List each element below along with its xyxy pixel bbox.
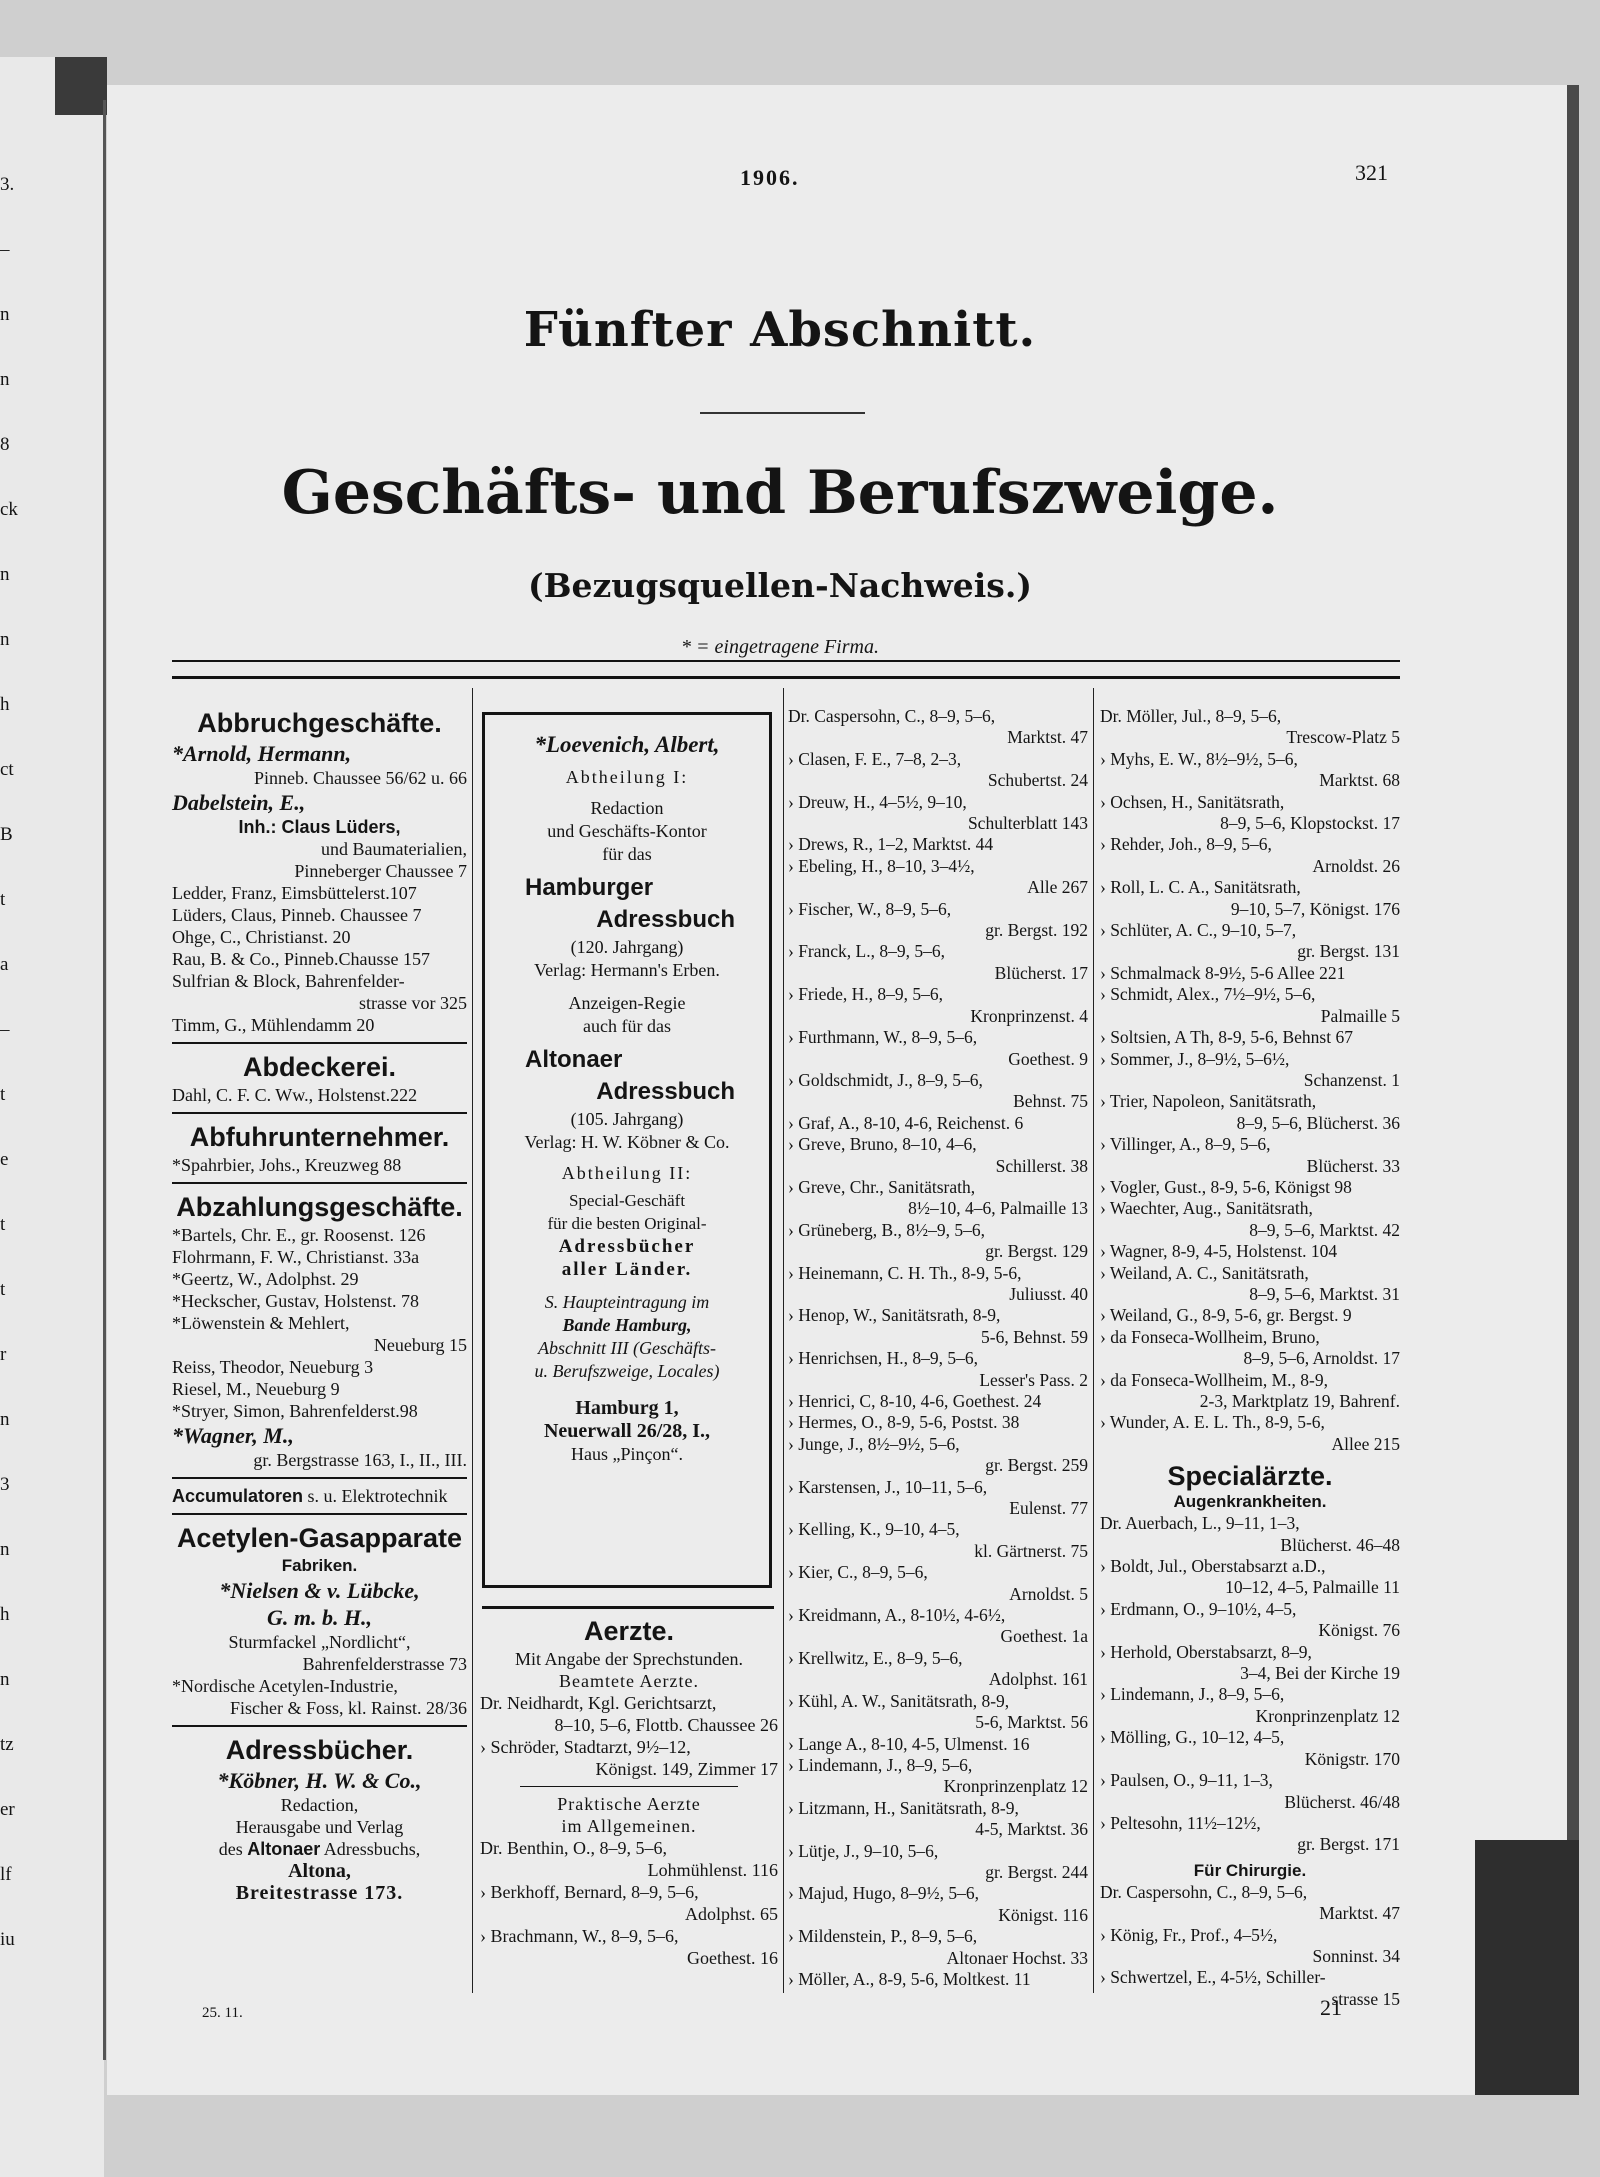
doctor-entry: › Erdmann, O., 9–10½, 4–5, (1100, 1598, 1297, 1619)
doctor-entry: › Boldt, Jul., Oberstabsarzt a.D., (1100, 1556, 1326, 1577)
column-rule-2 (783, 688, 784, 1993)
accumulatoren-ref: s. u. Elektrotechnik (303, 1486, 448, 1506)
heading-abdeckerei: Abdeckerei. (242, 1052, 397, 1082)
entry-line: Dr. Benthin, O., 8–9, 5–6, (480, 1838, 667, 1858)
subheading-augen: Augenkrankheiten. (1173, 1492, 1327, 1512)
entry-line: Praktische Aerzte (557, 1794, 701, 1814)
entry-line: Riesel, M., Neueburg 9 (172, 1379, 340, 1399)
doctor-entry: › Fischer, W., 8–9, 5–6, (788, 898, 952, 919)
ad-address: Hamburg 1, (575, 1397, 679, 1419)
doctor-entry: › Soltsien, A Th, 8-9, 5-6, Behnst 67 (1100, 1027, 1353, 1048)
doctor-entry: › Schmalmack 8-9½, 5-6 Allee 221 (1100, 962, 1346, 983)
entry-line: Goethest. 16 (687, 1948, 778, 1968)
doctor-entry-cont: 8–9, 5–6, Blücherst. 36 (1236, 1112, 1400, 1133)
firm-wagner: *Wagner, M., (172, 1423, 294, 1448)
entry-line: Pinneb. Chaussee 56/62 u. 66 (254, 768, 467, 788)
doctor-entry: › Herhold, Oberstabsarzt, 8–9, (1100, 1641, 1312, 1662)
page-year: 1906. (740, 165, 800, 190)
doctor-entry: › Kier, C., 8–9, 5–6, (788, 1562, 928, 1583)
doctor-entry-cont: 4-5, Marktst. 36 (975, 1819, 1088, 1840)
entry-line: gr. Bergstrasse 163, I., II., III. (253, 1450, 467, 1470)
section-rule (172, 1725, 467, 1727)
doctor-entry-cont: Behnst. 75 (1013, 1091, 1088, 1112)
doctor-entry: › Ochsen, H., Sanitätsrath, (1100, 791, 1285, 812)
augen-list (1100, 1513, 1400, 1856)
footer-signature: 25. 11. (202, 2005, 243, 2021)
doctor-entry: › Lindemann, J., 8–9, 5–6, (1100, 1684, 1285, 1705)
ad-dept-2: Abtheilung II: (561, 1163, 693, 1183)
doctor-entry-cont: Schillerst. 38 (995, 1155, 1088, 1176)
doctor-entry-cont: gr. Bergst. 244 (985, 1861, 1088, 1882)
doctor-entry: › Ebeling, H., 8–10, 3–4½, (788, 855, 975, 876)
doctor-entry-cont: Kronprinzenplatz 12 (1255, 1705, 1400, 1726)
entry-line: Dahl, C. F. C. Ww., Holstenst.222 (172, 1085, 418, 1105)
ad-line: Verlag: H. W. Köbner & Co. (524, 1132, 730, 1152)
doctor-entry: › Trier, Napoleon, Sanitätsrath, (1100, 1091, 1317, 1112)
doctor-entry: › Wagner, 8-9, 4-5, Holstenst. 104 (1100, 1241, 1338, 1262)
left-page-fragment: ck (0, 499, 18, 520)
doctor-entry-cont: Königstr. 170 (1304, 1748, 1400, 1769)
column-1 (172, 706, 467, 1904)
entry-line: 8–10, 5–6, Flottb. Chaussee 26 (554, 1715, 778, 1735)
doctor-entry: › Kreidmann, A., 8-10½, 4-6½, (788, 1605, 1006, 1626)
entry-line: Lohmühlenst. 116 (647, 1860, 778, 1880)
section-title: Geschäfts- und Berufszweige. (281, 458, 1279, 528)
doctor-entry: › Heinemann, C. H. Th., 8-9, 5-6, (788, 1262, 1022, 1283)
doctor-entry-cont: strasse 15 (1331, 1988, 1400, 2009)
entry-line: Redaction, (280, 1795, 359, 1815)
doctor-entry: › Myhs, E. W., 8½–9½, 5–6, (1100, 748, 1298, 769)
ad-adressbuecher: Adressbücher (558, 1236, 696, 1257)
left-page-fragment: er (0, 1799, 15, 1820)
left-page-fragment: ct (0, 759, 14, 780)
doctor-entry: › Clasen, F. E., 7–8, 2–3, (788, 748, 962, 769)
heading-adressbuecher: Adressbücher. (225, 1735, 414, 1765)
section-rule (172, 1112, 467, 1114)
left-page-fragment: h (0, 1604, 10, 1625)
doctor-entry: › Litzmann, H., Sanitätsrath, 8-9, (788, 1797, 1019, 1818)
ad-line: (105. Jahrgang) (570, 1109, 684, 1129)
doctor-entry-cont: 9–10, 5–7, Königst. 176 (1230, 898, 1400, 919)
doctor-entry-cont: 8–9, 5–6, Klopstockst. 17 (1220, 813, 1400, 834)
ad-line: Anzeigen-Regie (568, 993, 686, 1013)
left-page-fragment: h (0, 694, 10, 715)
doctor-entry: › Mildenstein, P., 8–9, 5–6, (788, 1926, 978, 1947)
header-rule-2 (172, 676, 1400, 679)
doctor-entry: › Schmidt, Alex., 7½–9½, 5–6, (1100, 984, 1316, 1005)
left-page-fragment: – (0, 239, 10, 260)
column-4 (1100, 706, 1400, 2010)
doctor-entry-cont: Kronprinzenst. 4 (970, 1005, 1088, 1026)
abzahlung-entries-2 (172, 1356, 467, 1422)
left-page-fragment: – (0, 1019, 10, 1040)
heading-abbruch: Abbruchgeschäfte. (197, 708, 442, 738)
ad-italic: Abschnitt III (Geschäfts- (538, 1338, 716, 1358)
left-page-fragment: r (0, 1344, 7, 1365)
left-page-fragment: tz (0, 1734, 14, 1755)
ad-hamburger: Hamburger (525, 874, 654, 901)
ad-address: Haus „Pinçon“. (571, 1444, 683, 1464)
doctor-entry: › Drews, R., 1–2, Marktst. 44 (788, 834, 994, 855)
column-2-aerzte (480, 1614, 778, 1969)
heading-aerzte: Aerzte. (583, 1616, 675, 1646)
entry-line: Herausgabe und Verlag (235, 1817, 404, 1837)
left-page-fragments (0, 0, 20, 2177)
doctor-entry-cont: Schanzenst. 1 (1303, 1069, 1400, 1090)
text-fragment: Adressbuchs, (320, 1839, 421, 1859)
entry-line: Altona, (288, 1860, 351, 1882)
doctor-entry: › Goldschmidt, J., 8–9, 5–6, (788, 1069, 983, 1090)
doctor-entry: Dr. Auerbach, L., 9–11, 1–3, (1100, 1513, 1300, 1534)
ad-adressbuch: Adressbuch (596, 906, 735, 933)
doctor-entry: › Weiland, A. C., Sanitätsrath, (1100, 1262, 1309, 1283)
doctor-entry-cont: Königst. 76 (1318, 1620, 1400, 1641)
firm-koebner: *Köbner, H. W. & Co., (217, 1768, 422, 1793)
section-fraktur-title: Fünfter Abschnitt. (523, 302, 1037, 358)
doctor-entry-cont: Blücherst. 17 (994, 962, 1088, 983)
doctor-entry: › Grüneberg, B., 8½–9, 5–6, (788, 1219, 986, 1240)
firm-nielsen-gmbh: G. m. b. H., (266, 1605, 373, 1630)
doctor-entry: › Waechter, Aug., Sanitätsrath, (1100, 1198, 1313, 1219)
doctor-entry-cont: Goethest. 9 (1008, 1048, 1088, 1069)
entry-line: *Spahrbier, Johs., Kreuzweg 88 (172, 1155, 402, 1175)
ad-line: für die besten Original- (547, 1214, 707, 1233)
doctor-entry-cont: 3–4, Bei der Kirche 19 (1240, 1663, 1400, 1684)
doctor-entry-cont: gr. Bergst. 131 (1297, 941, 1400, 962)
entry-line: Sulfrian & Block, Bahrenfelder- (172, 971, 405, 991)
doctor-entry-cont: 2-3, Marktplatz 19, Bahrenf. (1199, 1391, 1400, 1411)
entry-line: *Heckscher, Gustav, Holstenst. 78 (172, 1291, 420, 1311)
firm-arnold: *Arnold, Hermann, (172, 741, 352, 766)
heading-acetylen: Acetylen-Gasapparate (176, 1523, 463, 1553)
doctor-entry: › Sommer, J., 8–9½, 5–6½, (1100, 1048, 1290, 1069)
page-number: 321 (1355, 160, 1388, 185)
doctor-entry-cont: 8–9, 5–6, Marktst. 31 (1249, 1283, 1400, 1304)
doctor-entry-cont: Arnoldst. 5 (1009, 1583, 1088, 1604)
left-page-fragment: 3 (0, 1474, 10, 1495)
left-page-fragment: n (0, 629, 10, 650)
left-page-fragment: n (0, 304, 10, 325)
doctor-entry-cont: Alle 267 (1027, 877, 1088, 898)
aerzte-list-cont (1100, 706, 1400, 1455)
doctor-entry-cont: 8–9, 5–6, Marktst. 42 (1249, 1219, 1400, 1240)
entry-line: *Löwenstein & Mehlert, (172, 1313, 350, 1333)
doctor-entry-cont: Kronprinzenplatz 12 (943, 1776, 1088, 1797)
firm-dabelstein: Dabelstein, E., (172, 790, 306, 815)
entry-line: strasse vor 325 (359, 993, 467, 1013)
ad-line: auch für das (583, 1016, 671, 1036)
doctor-entry: › Junge, J., 8½–9½, 5–6, (788, 1433, 960, 1454)
entry-line: im Allgemeinen. (561, 1816, 697, 1836)
doctor-entry: › Lange A., 8-10, 4-5, Ulmenst. 16 (788, 1733, 1030, 1754)
column-rule-1 (472, 688, 473, 1993)
doctor-entry: › Mölling, G., 10–12, 4–5, (1100, 1727, 1285, 1748)
entry-line: Dr. Neidhardt, Kgl. Gerichtsarzt, (480, 1693, 717, 1713)
section-subtitle: (Bezugsquellen-Nachweis.) (528, 566, 1032, 605)
doctor-entry-cont: gr. Bergst. 192 (985, 920, 1088, 941)
entry-line: Lüders, Claus, Pinneb. Chaussee 7 (172, 905, 422, 925)
ad-line: Redaction (590, 798, 664, 818)
doctor-entry: › Greve, Bruno, 8–10, 4–6, (788, 1134, 977, 1155)
left-page-fragment: t (0, 1084, 6, 1105)
subheading-chirurgie: Für Chirurgie. (1193, 1860, 1307, 1880)
doctor-entry: › Henrichsen, H., 8–9, 5–6, (788, 1348, 979, 1369)
doctor-entry-cont: Sonninst. 34 (1312, 1945, 1400, 1966)
doctor-entry: › Villinger, A., 8–9, 5–6, (1100, 1134, 1271, 1155)
doctor-entry: › Greve, Chr., Sanitätsrath, (788, 1176, 976, 1197)
ad-aller-laender: aller Länder. (561, 1259, 693, 1280)
entry-line: *Stryer, Simon, Bahrenfelderst.98 (172, 1401, 418, 1421)
left-page-fragment: a (0, 954, 9, 975)
heading-abfuhr: Abfuhrunternehmer. (189, 1122, 450, 1152)
doctor-entry: › Kelling, K., 9–10, 4–5, (788, 1519, 960, 1540)
doctor-entry-cont: Altonaer Hochst. 33 (946, 1947, 1088, 1968)
ad-italic: u. Berufszweige, Locales) (534, 1361, 720, 1381)
left-page-fragment: B (0, 824, 13, 845)
entry-line: Reiss, Theodor, Neueburg 3 (172, 1357, 374, 1377)
firm-nielsen: *Nielsen & v. Lübcke, (219, 1578, 420, 1603)
gutter-line (103, 100, 106, 2060)
entry-line: Timm, G., Mühlendamm 20 (172, 1015, 375, 1035)
left-page-fragment: n (0, 369, 10, 390)
doctor-entry: › Henrici, C, 8-10, 4-6, Goethest. 24 (788, 1391, 1042, 1411)
ad-firm: *Loevenich, Albert, (534, 732, 720, 757)
doctor-entry: › Karstensen, J., 10–11, 5–6, (788, 1476, 988, 1497)
chirurgie-list (1100, 1882, 1400, 2010)
doctor-entry: › Majud, Hugo, 8–9½, 5–6, (788, 1883, 980, 1904)
entry-line: Rau, B. & Co., Pinneb.Chausse 157 (172, 949, 431, 969)
entry-line: Ohge, C., Christianst. 20 (172, 927, 351, 947)
ad-line: für das (602, 844, 652, 864)
title-rule (700, 412, 865, 414)
accumulatoren-label: Accumulatoren (172, 1486, 304, 1506)
binding-strip (55, 57, 107, 115)
left-page-fragment: lf (0, 1864, 12, 1885)
advertisement-loevenich (482, 712, 772, 1588)
left-page-fragment: t (0, 1279, 6, 1300)
doctor-entry: › Roll, L. C. A., Sanitätsrath, (1100, 877, 1301, 898)
entry-line: Beamtete Aerzte. (559, 1671, 699, 1691)
left-page-fragment: e (0, 1149, 9, 1170)
doctor-entry: › Lindemann, J., 8–9, 5–6, (788, 1754, 973, 1775)
entry-line: › Berkhoff, Bernard, 8–9, 5–6, (480, 1882, 699, 1902)
heading-specialaerzte: Specialärzte. (1167, 1461, 1333, 1492)
section-rule (520, 1786, 738, 1787)
entry-line: › Schröder, Stadtarzt, 9½–12, (480, 1737, 691, 1757)
doctor-entry-cont: kl. Gärtnerst. 75 (974, 1540, 1088, 1561)
doctor-entry-cont: Blücherst. 46/48 (1284, 1791, 1400, 1812)
left-page-fragment: iu (0, 1929, 15, 1950)
left-page-fragment: 8 (0, 434, 10, 455)
doctor-entry: › Wunder, A. E. L. Th., 8-9, 5-6, (1100, 1412, 1325, 1433)
doctor-entry: › Schwertzel, E., 4-5½, Schiller- (1100, 1967, 1326, 1988)
entry-line: *Nordische Acetylen-Industrie, (172, 1676, 398, 1696)
doctor-entry-cont: Goethest. 1a (1000, 1626, 1088, 1647)
entry-line: Neueburg 15 (373, 1335, 467, 1355)
entry-line: Ledder, Franz, Eimsbüttelerst.107 (172, 883, 417, 903)
doctor-entry-cont: gr. Bergst. 259 (985, 1455, 1088, 1476)
ad-dept-1: Abtheilung I: (565, 767, 689, 787)
doctor-entry: Dr. Caspersohn, C., 8–9, 5–6, (788, 706, 996, 726)
doctor-entry: › Kühl, A. W., Sanitätsrath, 8-9, (788, 1690, 1010, 1711)
doctor-entry-cont: Marktst. 68 (1319, 770, 1400, 791)
doctor-entry: › Paulsen, O., 9–11, 1–3, (1100, 1770, 1273, 1791)
section-rule (172, 1513, 467, 1515)
footer-sheet-number: 21 (1320, 1995, 1342, 2020)
doctor-entry: › da Fonseca-Wollheim, M., 8-9, (1100, 1369, 1328, 1390)
doctor-entry-cont: Schubertst. 24 (987, 770, 1088, 791)
left-page-fragment: 3. (0, 174, 15, 195)
entry-line: › Brachmann, W., 8–9, 5–6, (480, 1926, 679, 1946)
entry-line: *Bartels, Chr. E., gr. Roosenst. 126 (172, 1225, 426, 1245)
ad-line: Special-Geschäft (568, 1191, 686, 1210)
doctor-entry: › Franck, L., 8–9, 5–6, (788, 941, 945, 962)
ad-adressbuch-2: Adressbuch (596, 1078, 735, 1105)
doctor-entry-cont: 5-6, Marktst. 56 (975, 1712, 1088, 1733)
entry-line: Inh.: Claus Lüders, (238, 817, 401, 837)
left-page-fragment: t (0, 1214, 6, 1235)
doctor-entry: › Hermes, O., 8-9, 5-6, Postst. 38 (788, 1412, 1020, 1433)
doctor-entry-cont: Juliusst. 40 (1009, 1283, 1088, 1304)
doctor-entry-cont: gr. Bergst. 129 (985, 1241, 1088, 1262)
doctor-entry-cont: Arnoldst. 26 (1312, 855, 1400, 876)
ad-altonaer: Altonaer (525, 1046, 623, 1073)
left-page-fragment: n (0, 1669, 10, 1690)
abbruch-entries (172, 882, 467, 992)
ad-italic: Bande Hamburg, (562, 1315, 692, 1335)
column-3 (788, 706, 1088, 1990)
subheading-fabriken: Fabriken. (281, 1556, 358, 1575)
column-rule-3 (1093, 688, 1094, 1993)
doctor-entry-cont: Adolphst. 161 (988, 1669, 1088, 1690)
doctor-entry: › Schlüter, A. C., 9–10, 5–7, (1100, 920, 1297, 941)
entry-line: Flohrmann, F. W., Christianst. 33a (172, 1247, 420, 1267)
doctor-entry-cont: Allee 215 (1331, 1433, 1400, 1454)
doctor-entry: › Lütje, J., 9–10, 5–6, (788, 1840, 939, 1861)
ad-line: (120. Jahrgang) (570, 937, 684, 957)
doctor-entry-cont: Palmaille 5 (1320, 1005, 1400, 1026)
doctor-entry: › Rehder, Joh., 8–9, 5–6, (1100, 834, 1272, 855)
doctor-entry-cont: Eulenst. 77 (1009, 1498, 1088, 1519)
entry-line: Königst. 149, Zimmer 17 (595, 1759, 778, 1779)
doctor-entry: Dr. Caspersohn, C., 8–9, 5–6, (1100, 1881, 1308, 1902)
doctor-entry: › Henop, W., Sanitätsrath, 8-9, (788, 1305, 1001, 1326)
right-page-edge (1567, 85, 1579, 2095)
doctor-entry-cont: Marktst. 47 (1007, 727, 1088, 748)
doctor-entry-cont: Blücherst. 33 (1306, 1155, 1400, 1176)
ad-address: Neuerwall 26/28, I., (543, 1420, 711, 1442)
doctor-entry-cont: Königst. 116 (998, 1904, 1088, 1925)
left-page-fragment: n (0, 1539, 10, 1560)
text-fragment: Altonaer (247, 1839, 321, 1859)
ad-line: und Geschäfts-Kontor (547, 821, 707, 841)
heading-abzahlung: Abzahlungsgeschäfte. (176, 1192, 463, 1222)
firm-note: * = eingetragene Firma. (681, 636, 879, 658)
doctor-entry: › Krellwitz, E., 8–9, 5–6, (788, 1647, 963, 1668)
doctor-entry-cont: 5-6, Behnst. 59 (981, 1326, 1088, 1347)
doctor-entry: › Weiland, G., 8-9, 5-6, gr. Bergst. 9 (1100, 1305, 1352, 1326)
section-rule (172, 1042, 467, 1044)
doctor-entry: Dr. Möller, Jul., 8–9, 5–6, (1100, 706, 1282, 726)
abzahlung-entries (172, 1224, 467, 1334)
doctor-entry-cont: Schulterblatt 143 (967, 813, 1088, 834)
ad-italic: S. Haupteintragung im (544, 1292, 710, 1312)
doctor-entry: › Dreuw, H., 4–5½, 9–10, (788, 791, 967, 812)
doctor-entry-cont: Marktst. 47 (1319, 1903, 1400, 1924)
entry-line: Fischer & Foss, kl. Rainst. 28/36 (229, 1698, 467, 1718)
doctor-entry-cont: gr. Bergst. 171 (1297, 1834, 1400, 1855)
entry-line: Sturmfackel „Nordlicht“, (228, 1632, 411, 1652)
doctor-entry: › Graf, A., 8-10, 4-6, Reichenst. 6 (788, 1112, 1024, 1133)
doctor-entry: › Möller, A., 8-9, 5-6, Moltkest. 11 (788, 1968, 1031, 1989)
dark-corner (1475, 1840, 1579, 2095)
left-page-fragment: n (0, 564, 10, 585)
header-rule (172, 660, 1400, 662)
section-rule (172, 1182, 467, 1184)
entry-line: Mit Angabe der Sprechstunden. (515, 1649, 743, 1669)
entry-line: und Baumaterialien, (321, 839, 467, 859)
entry-line: *Geertz, W., Adolphst. 29 (172, 1269, 359, 1289)
doctor-entry-cont: Lesser's Pass. 2 (979, 1369, 1088, 1390)
aerzte-top-rule (482, 1606, 774, 1609)
doctor-entry: › Furthmann, W., 8–9, 5–6, (788, 1027, 978, 1048)
entry-line: Adolphst. 65 (684, 1904, 778, 1924)
doctor-entry: › Friede, H., 8–9, 5–6, (788, 984, 944, 1005)
doctor-entry-cont: 10–12, 4–5, Palmaille 11 (1225, 1577, 1400, 1598)
text-fragment: des (218, 1839, 248, 1859)
doctor-entry-cont: 8½–10, 4–6, Palmaille 13 (908, 1198, 1088, 1219)
doctor-entry-cont: Blücherst. 46–48 (1280, 1534, 1400, 1555)
section-rule (172, 1477, 467, 1479)
doctor-entry-cont: Trescow-Platz 5 (1286, 727, 1400, 748)
doctor-entry: › König, Fr., Prof., 4–5½, (1100, 1924, 1278, 1945)
doctor-entry: › da Fonseca-Wollheim, Bruno, (1100, 1326, 1320, 1347)
entry-line: Breitestrasse 173. (235, 1882, 404, 1904)
ad-line: Verlag: Hermann's Erben. (534, 960, 720, 980)
left-page-fragment: n (0, 1409, 10, 1430)
doctor-entry: › Peltesohn, 11½–12½, (1100, 1812, 1261, 1833)
entry-line: Bahrenfelderstrasse 73 (302, 1654, 467, 1674)
doctor-entry: › Vogler, Gust., 8-9, 5-6, Königst 98 (1100, 1176, 1352, 1197)
left-page-fragment: t (0, 889, 6, 910)
doctor-entry-cont: 8–9, 5–6, Arnoldst. 17 (1243, 1348, 1400, 1369)
entry-line: Pinneberger Chaussee 7 (294, 861, 467, 881)
